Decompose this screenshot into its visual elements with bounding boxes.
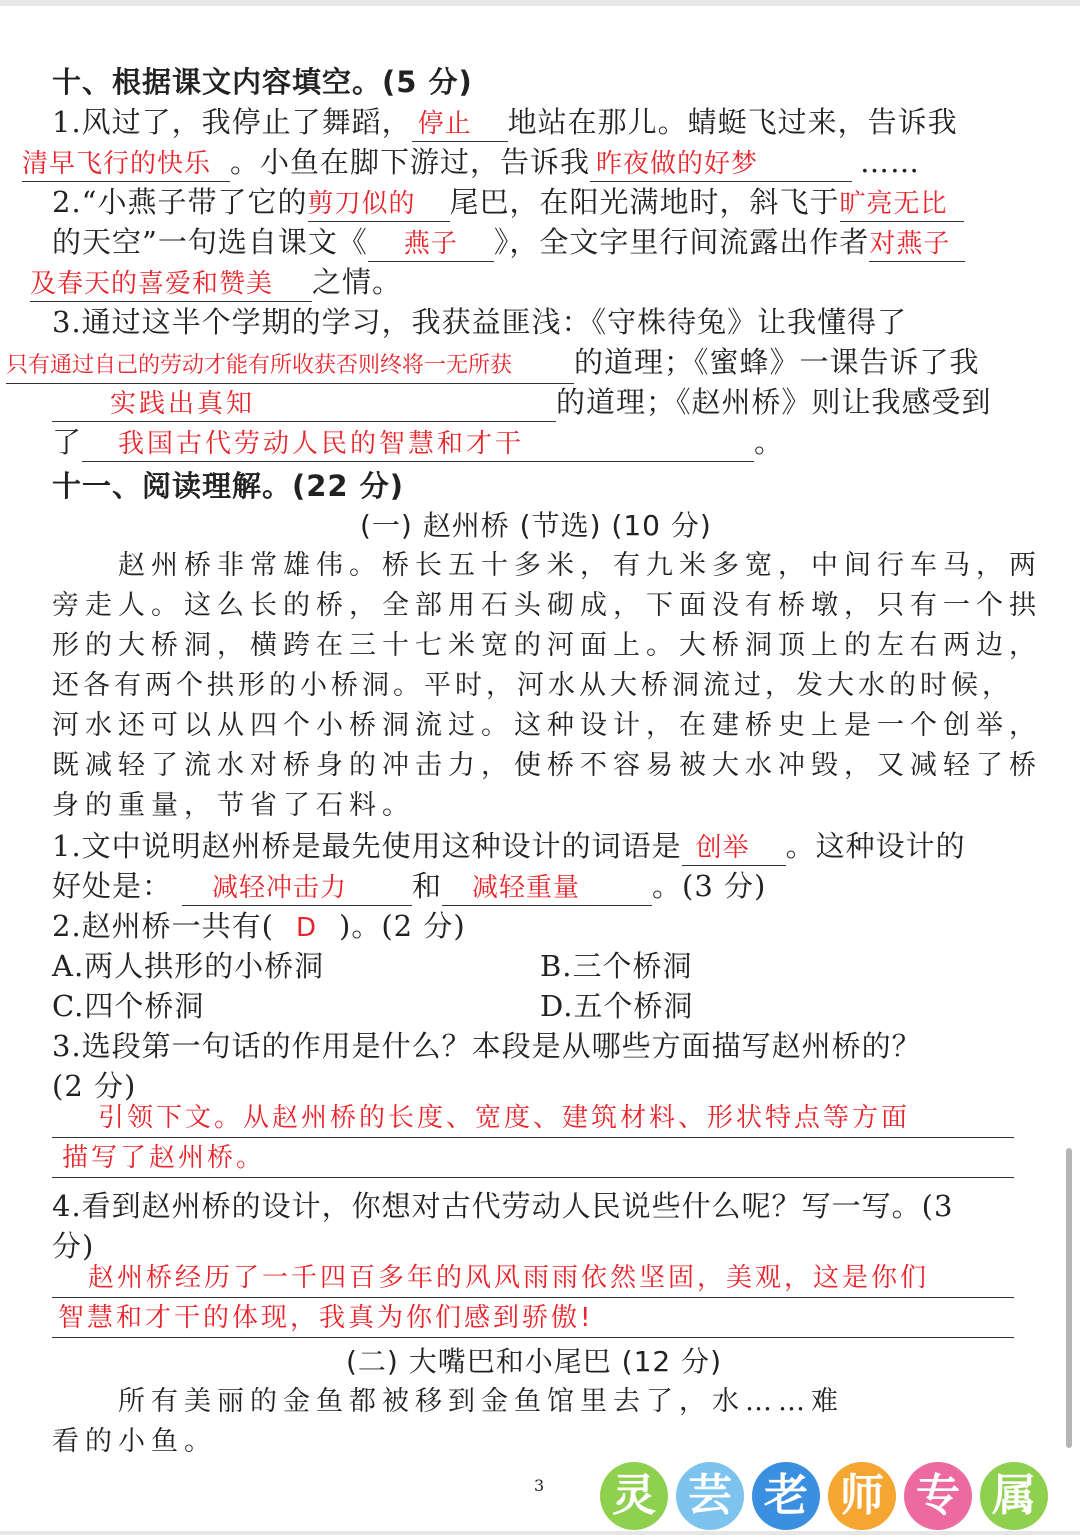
answer-blank: 燕子: [368, 227, 494, 262]
passage-line: 所有美丽的金鱼都被移到金鱼馆里去了，水……难: [118, 1386, 844, 1417]
text: 和: [412, 869, 443, 903]
passage-line: 旁走人。这么长的桥，全部用石头砌成，下面没有桥墩，只有一个拱: [52, 590, 1042, 621]
text: 。(3 分): [652, 869, 767, 903]
watermark-char: 芸: [676, 1462, 744, 1530]
q10-3-line2: [6, 342, 980, 384]
answer-blank: 我国古代劳动人民的智慧和才干: [82, 427, 754, 462]
answer-line: 引领下文。从赵州桥的长度、宽度、建筑材料、形状特点等方面: [52, 1098, 1014, 1138]
q10-1-line1: [52, 102, 958, 142]
text: 了: [52, 425, 83, 459]
answer-blank: 剪刀似的: [308, 187, 450, 222]
text: 1.风过了，我停止了舞蹈，: [52, 105, 412, 139]
option-d: D.五个桥洞: [540, 989, 694, 1023]
q11-4-points: 分): [52, 1229, 95, 1263]
answer-blank: 实践出真知: [52, 387, 556, 422]
watermark-char: 灵: [600, 1462, 668, 1530]
answer-blank: 减轻冲击力: [182, 871, 412, 906]
passage-line: 河水还可以从四个小桥洞流过。这种设计，在建桥史上是一个创举，: [52, 710, 1042, 741]
q10-2-line1: [52, 182, 964, 222]
q10-2-line2: [52, 222, 965, 262]
passage-line: 身的重量，节省了石料。: [52, 790, 415, 821]
text: 之情。: [312, 265, 403, 299]
answer-blank: 及春天的喜爱和赞美: [30, 267, 312, 302]
text: 的道理；《蜜蜂》一课告诉了我: [574, 345, 980, 379]
q10-3-line4: [52, 422, 784, 462]
q11-4: 4.看到赵州桥的设计，你想对古代劳动人民说些什么呢？写一写。(3: [52, 1189, 954, 1223]
text: 2.“小燕子带了它的: [52, 185, 308, 219]
answer-blank: 减轻重量: [442, 871, 652, 906]
answer: D: [295, 913, 318, 943]
option-a: A.两人拱形的小桥洞: [52, 949, 325, 983]
page-number: 3: [534, 1476, 545, 1495]
scrollbar[interactable]: [1066, 1148, 1072, 1448]
q11-3-points: (2 分): [52, 1069, 137, 1103]
text: 尾巴，在阳光满地时，斜飞于: [449, 185, 840, 219]
answer-blank: 停止: [412, 107, 508, 142]
text: 。: [754, 425, 785, 459]
watermark-char: 老: [752, 1462, 820, 1530]
passage-line: 既减轻了流水对桥身的冲击力，使桥不容易被大水冲毁，又减轻了桥: [52, 750, 1042, 781]
text: 2.赵州桥一共有(: [52, 909, 274, 943]
text: ……: [860, 145, 921, 179]
q10-2-line3: [30, 262, 402, 302]
text: 地站在那儿。蜻蜓飞过来，告诉我: [507, 105, 958, 139]
q10-3-line3: [52, 382, 992, 422]
option-c: C.四个桥洞: [52, 989, 205, 1023]
reading-2-title: (二) 大嘴巴和小尾巴 (12 分): [346, 1345, 723, 1378]
section-10-title: 十、根据课文内容填空。(5 分): [52, 65, 473, 99]
answer-line: 描写了赵州桥。: [52, 1138, 1014, 1178]
answer-line: 赵州桥经历了一千四百多年的风风雨雨依然坚固，美观，这是你们: [52, 1258, 1014, 1298]
answer-blank: 清早飞行的快乐: [22, 147, 230, 182]
passage-line: 还各有两个拱形的小桥洞。平时，河水从大桥洞流过，发大水的时候，: [52, 670, 1013, 701]
q10-3-line1: 3.通过这半个学期的学习，我获益匪浅：《守株待兔》让我懂得了: [52, 305, 908, 339]
text: 的道理；《赵州桥》则让我感受到: [556, 385, 992, 419]
watermark-char: 属: [980, 1462, 1048, 1530]
answer-line: 智慧和才干的体现，我真为你们感到骄傲!: [52, 1298, 1014, 1338]
q11-3: 3.选段第一句话的作用是什么？本段是从哪些方面描写赵州桥的？: [52, 1029, 922, 1063]
answer-blank: 只有通过自己的劳动才能有所收获否则终将一无所获: [6, 349, 574, 384]
answer-blank: 创举: [682, 831, 786, 866]
q11-1-line2: [52, 866, 766, 906]
text: 1.文中说明赵州桥是最先使用这种设计的词语是: [52, 829, 682, 863]
text: )。(2 分): [339, 909, 466, 943]
text: 。小鱼在脚下游过，告诉我: [230, 145, 591, 179]
option-b: B.三个桥洞: [540, 949, 693, 983]
answer-blank: 昨夜做的好梦: [590, 147, 852, 182]
watermark-char: 专: [904, 1462, 972, 1530]
passage-line: 形的大桥洞，横跨在三十七米宽的河面上。大桥洞顶上的左右两边，: [52, 630, 1042, 661]
bottom-bar: [0, 1531, 1080, 1535]
answer-blank: 对燕子: [869, 227, 965, 262]
q11-1-line1: [52, 826, 966, 866]
text: 》，全文字里行间流露出作者: [493, 225, 870, 259]
watermark-char: 师: [828, 1462, 896, 1530]
text: 的天空”一句选自课文《: [52, 225, 368, 259]
passage-line: 看的小鱼。: [52, 1426, 217, 1457]
text: 。这种设计的: [785, 829, 966, 863]
q11-2: [52, 906, 466, 948]
top-bar: [0, 0, 1080, 6]
answer-blank: 旷亮无比: [840, 187, 964, 222]
section-11-title: 十一、阅读理解。(22 分): [52, 469, 404, 503]
passage-line: 赵州桥非常雄伟。桥长五十多米，有九米多宽，中间行车马，两: [118, 550, 1042, 581]
reading-1-title: (一) 赵州桥 (节选) (10 分): [360, 509, 712, 542]
q10-1-line2: [22, 142, 920, 182]
text: 好处是：: [52, 869, 173, 903]
